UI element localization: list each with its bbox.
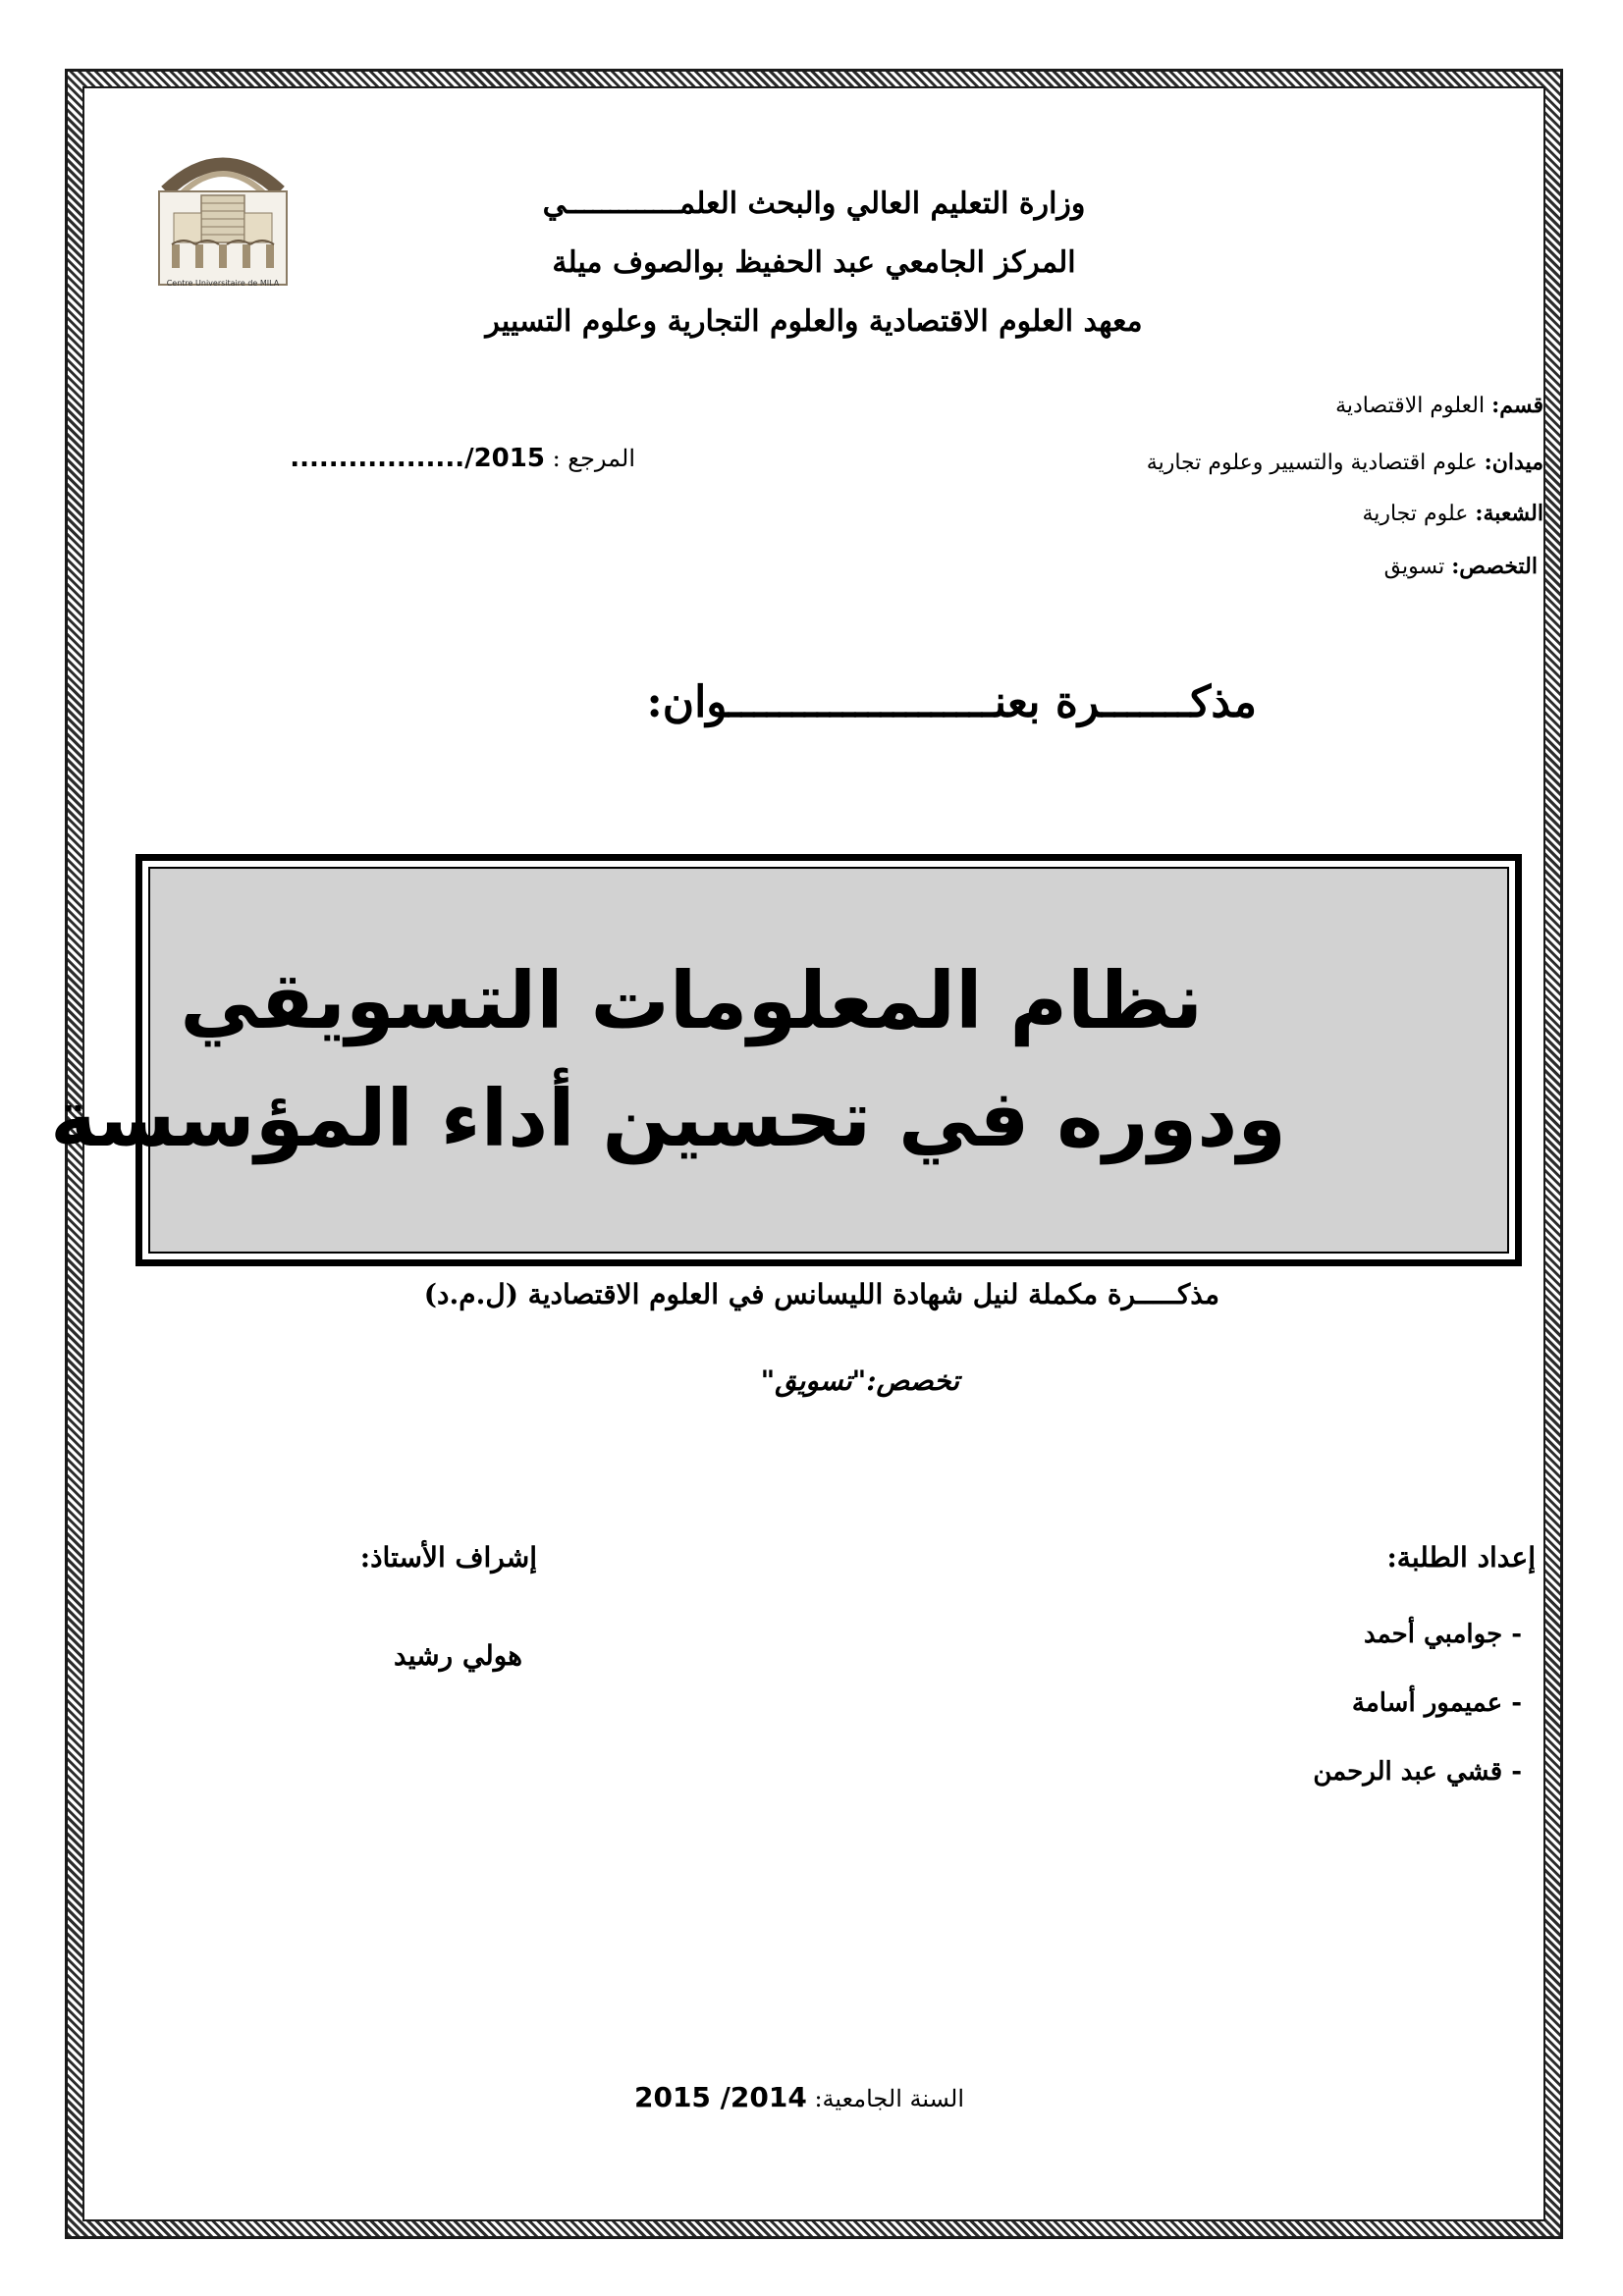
page-border [50, 69, 1563, 2239]
memo-description: مذكـــــرة مكملة لنيل شهادة الليسانس في العلوم الاقتصادية (ل.م.د) [423, 1278, 1219, 1310]
reference-line [290, 444, 635, 473]
specialization-line: تخصص:"تسويق" [760, 1364, 959, 1397]
logo-caption: Centre Universitaire de MILA [166, 279, 280, 288]
field-line [1147, 450, 1543, 475]
academic-year-label: السنة الجامعية: [806, 2085, 964, 2112]
branch-line [1362, 501, 1543, 526]
student-name-3: - قشي عبد الرحمن [1313, 1757, 1522, 1787]
department-label: قسم: [1491, 393, 1543, 418]
students-label: إعداد الطلبة: [1386, 1541, 1536, 1574]
institute-name: معهد العلوم الاقتصادية والعلوم التجارية وعلوم التسيير [485, 304, 1143, 339]
department-value: العلوم الاقتصادية [1335, 394, 1492, 418]
academic-year-line [634, 2081, 964, 2113]
supervisor-label: إشراف الأستاذ: [359, 1541, 537, 1574]
page-content [50, 86, 1545, 2221]
reference-label: المرجع : [552, 445, 635, 472]
supervisor-name: هولي رشيد [394, 1639, 522, 1672]
student-name-2: - عميمور أسامة [1351, 1688, 1522, 1718]
title-line-2: ودوره في تحسين أداء المؤسسة [50, 1073, 1286, 1164]
field-label: ميدان: [1484, 450, 1543, 475]
field-value: علوم اقتصادية والتسيير وعلوم تجارية [1146, 451, 1485, 475]
university-center-name: المركز الجامعي عبد الحفيظ بوالصوف ميلة [552, 245, 1076, 280]
branch-label: الشعبة: [1475, 501, 1543, 526]
academic-year-value: 2015 /2014 [633, 2081, 807, 2113]
memo-heading: مذكـــــــرة بعنـــــــــــــــــــــوان: [646, 677, 1257, 727]
title-line-1: نظام المعلومات التسويقي [180, 955, 1203, 1046]
student-name-1: - جوامبي أحمد [1363, 1620, 1522, 1649]
specialty-label: التخصص: [1451, 554, 1538, 579]
title-box [50, 854, 1522, 1266]
specialty-line [1384, 554, 1538, 579]
ministry-name: وزارة التعليم العالي والبحث العلمـــــــــــــي [542, 187, 1086, 221]
title-box-inner [50, 867, 1509, 1254]
branch-value: علوم تجارية [1362, 502, 1476, 526]
reference-value: ................../2015 [290, 444, 545, 473]
specialty-value: تسويق [1383, 555, 1452, 579]
department-line [1335, 393, 1543, 418]
